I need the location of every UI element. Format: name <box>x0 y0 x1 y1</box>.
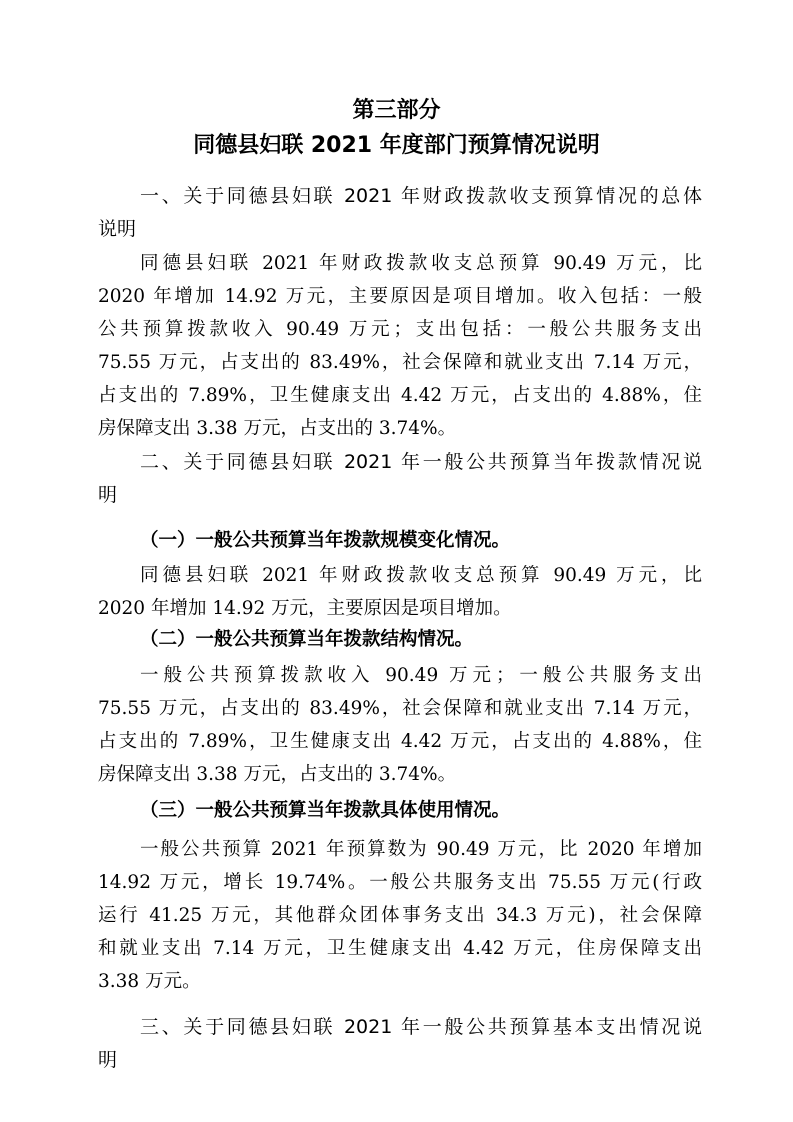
body-line: 2020 年增加 14.92 万元，主要原因是项目增加。 <box>98 598 512 619</box>
subsection-heading: （二）一般公共预算当年拨款结构情况。 <box>140 629 474 650</box>
body-line: 公共预算拨款收入 90.49 万元；支出包括：一般公共服务支出 <box>98 319 702 340</box>
body-line: 75.55 万元，占支出的 83.49%，社会保障和就业支出 7.14 万元， <box>98 352 702 373</box>
heading-line: 二、关于同德县妇联 2021 年一般公共预算当年拨款情况说 <box>140 451 702 473</box>
body-line: 14.92 万元，增长 19.74%。一般公共服务支出 75.55 万元(行政 <box>98 872 702 893</box>
body-line: 和就业支出 7.14 万元，卫生健康支出 4.42 万元，住房保障支出 <box>98 938 702 959</box>
body-line: 同德县妇联 2021 年财政拨款收支总预算 90.49 万元，比 <box>140 253 702 274</box>
body-line: 75.55 万元，占支出的 83.49%，社会保障和就业支出 7.14 万元， <box>98 698 702 719</box>
body-line: 占支出的 7.89%，卫生健康支出 4.42 万元，占支出的 4.88%，住 <box>98 385 702 406</box>
heading-line: 三、关于同德县妇联 2021 年一般公共预算基本支出情况说 <box>140 1016 702 1038</box>
body-line: 3.38 万元。 <box>98 971 201 992</box>
heading-line: 明 <box>98 1049 118 1071</box>
heading-line: 说明 <box>98 218 137 240</box>
subsection-heading: （一）一般公共预算当年拨款规模变化情况。 <box>140 530 511 551</box>
body-line: 房保障支出 3.38 万元，占支出的 3.74%。 <box>98 418 457 439</box>
part-title: 第三部分 <box>352 98 441 123</box>
subsection-heading: （三）一般公共预算当年拨款具体使用情况。 <box>140 800 511 821</box>
body-line: 一般公共预算 2021 年预算数为 90.49 万元，比 2020 年增加 <box>140 839 702 860</box>
body-line: 同德县妇联 2021 年财政拨款收支总预算 90.49 万元，比 <box>140 565 702 586</box>
body-line: 房保障支出 3.38 万元，占支出的 3.74%。 <box>98 764 457 785</box>
heading-line: 一、关于同德县妇联 2021 年财政拨款收支预算情况的总体 <box>140 185 702 207</box>
body-line: 一般公共预算拨款收入 90.49 万元；一般公共服务支出 <box>140 665 702 686</box>
body-line: 2020 年增加 14.92 万元，主要原因是项目增加。收入包括：一般 <box>98 286 702 307</box>
heading-line: 明 <box>98 484 118 506</box>
document-title: 同德县妇联 2021 年度部门预算情况说明 <box>193 133 600 158</box>
body-line: 运行 41.25 万元，其他群众团体事务支出 34.3 万元)，社会保障 <box>98 905 702 926</box>
body-line: 占支出的 7.89%，卫生健康支出 4.42 万元，占支出的 4.88%，住 <box>98 731 702 752</box>
